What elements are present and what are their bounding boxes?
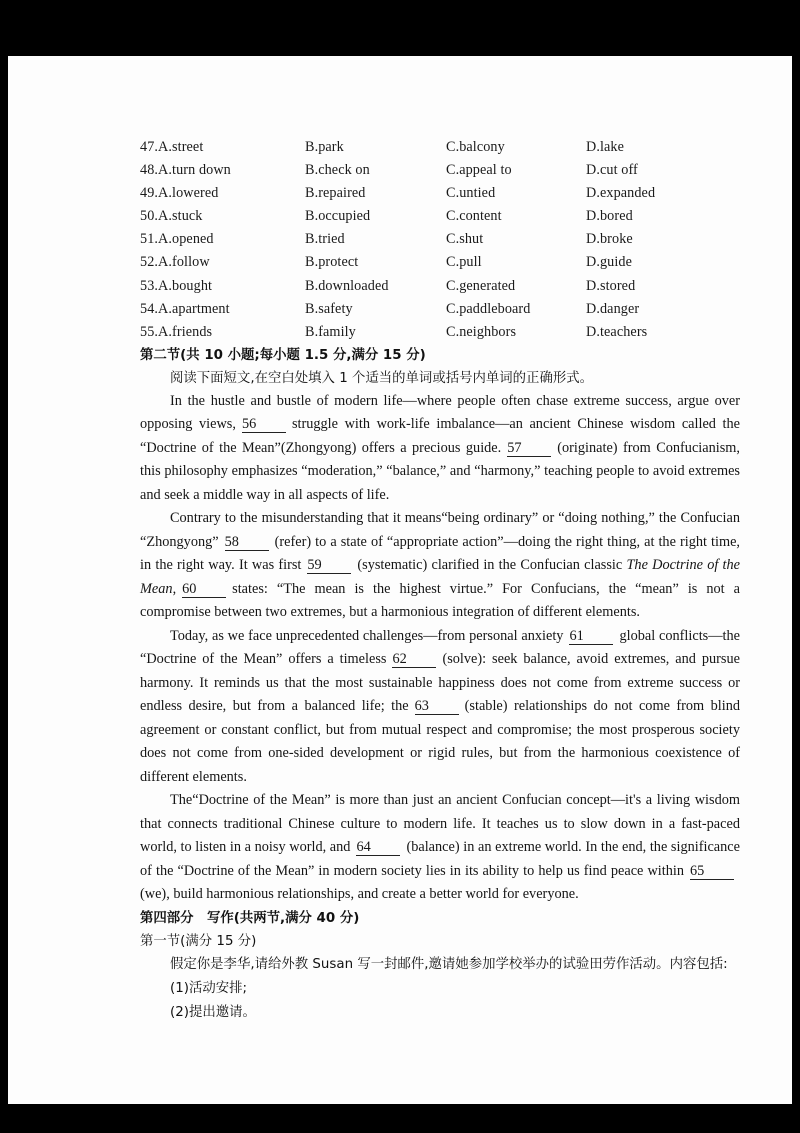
blank-62[interactable]: 62 [392,652,436,668]
passage-text: (we), build harmonious relationships, and create a better world for everyone. [140,886,579,903]
option-b: B.tried [305,231,345,248]
option-a [140,182,218,205]
option-a [140,298,230,321]
option-row-47 [132,136,740,159]
option-a [140,228,214,251]
option-b: B.safety [305,300,353,317]
option-row-51 [132,228,740,251]
option-a-text: A.lowered [158,185,219,202]
option-c: C.neighbors [446,323,517,340]
question-number: 49. [140,185,159,202]
passage-paragraph-2 [132,507,740,625]
option-row-48 [132,159,740,182]
section-2-instruction: 阅读下面短文,在空白处填入 1 个适当的单词或括号内单词的正确形式。 [170,370,594,386]
option-b: B.check on [305,162,370,179]
passage-text: states: “The mean is the highest virtue.” For Confucians, the “mean” is not a compromise between two extremes, but a harmonious integration of different elements. [140,580,740,621]
question-number: 52. [140,254,159,271]
option-a-text: A.friends [158,323,213,340]
option-a [140,275,212,298]
option-d: D.lake [586,139,625,155]
passage-text: struggle with work-life imbalance—an ancient Chinese wisdom called the “Doctrine of the Mean”(Zhongyong) offers a precious guide. [140,416,740,456]
option-row-52 [132,251,740,274]
blank-57[interactable]: 57 [507,441,551,457]
question-number: 54. [140,300,159,317]
option-row-55 [132,321,740,344]
question-number: 55. [140,323,159,340]
option-a-text: A.turn down [158,162,231,179]
option-c: C.appeal to [446,162,512,179]
option-row-50 [132,205,740,228]
passage-text: Today, as we face unprecedented challenges—from personal anxiety [170,627,564,644]
passage-text: (originate) from Confucianism, this philosophy emphasizes “moderation,” “balance,” and “harmony,” teaching people to avoid extremes and seek a middle way in all aspects of life. [140,439,740,503]
page-content [132,136,740,1025]
option-d: D.expanded [586,185,656,202]
writing-requirement-1: (1)活动安排; [170,980,248,996]
option-b: B.occupied [305,208,371,225]
option-d: D.broke [586,231,633,248]
option-a-text: A.bought [158,277,213,294]
option-a [140,136,203,159]
passage-text: (balance) in an extreme world. In the end, the significance of the “Doctrine of the Mean” in modern society lies in its ability to help us find peace within [140,839,740,879]
passage-text: (solve): seek balance, avoid extremes, and pursue harmony. It reminds us that the most sustainable happiness does not come from extreme success or endless desire, but from a balanced life; the [140,651,740,715]
question-number: 53. [140,277,159,294]
option-b: B.family [305,323,356,340]
blank-64[interactable]: 64 [356,840,400,856]
passage-text: The“Doctrine of the Mean” is more than just an ancient Confucian concept—it's a living wisdom that connects traditional Chinese culture to modern life. It teaches us to slow down in a fast-paced world, to listen in a noisy world, and [140,792,740,856]
passage-paragraph-1 [132,390,740,508]
passage-text: , [172,580,177,597]
part-4-heading: 第四部分 写作(共两节,满分 40 分) [140,910,360,926]
passage-text: (refer) to a state of “appropriate action”—doing the right thing, at the right time, in the right way. It was first [140,533,740,574]
passage-text: Contrary to the misunderstanding that it means“being ordinary” or “doing nothing,” the Confucian “Zhongyong” [140,510,740,550]
option-d: D.bored [586,208,633,225]
passage-text: (stable) relationships do not come from blind agreement or constant conflict, but from mutual respect and compromise; the most prosperous society does not come from one-sided development or rigid rules, but from the harmonious coexistence of different elements. [140,698,740,785]
option-row-49 [132,182,740,205]
option-c: C.untied [446,185,496,202]
option-b: B.protect [305,254,359,271]
option-a-text: A.apartment [158,300,230,317]
option-b: B.park [305,139,344,155]
option-c: C.balcony [446,139,505,155]
passage-text: (systematic) clarified in the Confucian classic [357,557,623,574]
option-d: D.teachers [586,323,648,340]
question-number: 47. [140,139,159,155]
option-c: C.generated [446,277,516,294]
blank-65[interactable]: 65 [690,864,734,880]
part-4-section-1-heading: 第一节(满分 15 分) [140,933,257,949]
writing-prompt: 假定你是李华,请给外教 Susan 写一封邮件,邀请她参加学校举办的试验田劳作活动。内容包括: [170,956,728,972]
option-row-53 [132,275,740,298]
option-a [140,321,212,344]
blank-58[interactable]: 58 [225,535,269,551]
exam-page [8,56,792,1104]
option-d: D.guide [586,254,633,271]
passage-text: global conflicts—the “Doctrine of the Mean” offers a timeless [140,627,740,668]
option-a [140,205,203,228]
blank-60[interactable]: 60 [182,582,226,598]
blank-63[interactable]: 63 [415,699,459,715]
option-a-text: A.street [158,139,204,155]
option-d: D.stored [586,277,636,294]
option-c: C.content [446,208,502,225]
option-c: C.pull [446,254,482,271]
option-a [140,159,231,182]
option-a-text: A.stuck [158,208,203,225]
option-a [140,251,210,274]
blank-56[interactable]: 56 [242,417,286,433]
blank-61[interactable]: 61 [569,629,613,645]
writing-requirement-2: (2)提出邀请。 [170,1004,256,1020]
option-c: C.shut [446,231,484,248]
option-a-text: A.follow [158,254,210,271]
passage-paragraph-4 [132,789,740,907]
passage-text: In the hustle and bustle of modern life—where people often chase extreme success, argue over opposing views, [140,392,740,433]
question-number: 50. [140,208,159,225]
blank-59[interactable]: 59 [307,558,351,574]
option-a-text: A.opened [158,231,214,248]
option-b: B.downloaded [305,277,389,294]
question-number: 48. [140,162,159,179]
question-number: 51. [140,231,159,248]
passage-paragraph-3 [132,625,740,790]
cloze-options-list [132,136,740,344]
option-b: B.repaired [305,185,366,202]
book-title: The Doctrine of the Mean [140,557,741,597]
option-c: C.paddleboard [446,300,531,317]
option-row-54 [132,298,740,321]
option-d: D.danger [586,300,640,317]
option-d: D.cut off [586,162,638,179]
section-2-heading: 第二节(共 10 小题;每小题 1.5 分,满分 15 分) [140,347,426,363]
